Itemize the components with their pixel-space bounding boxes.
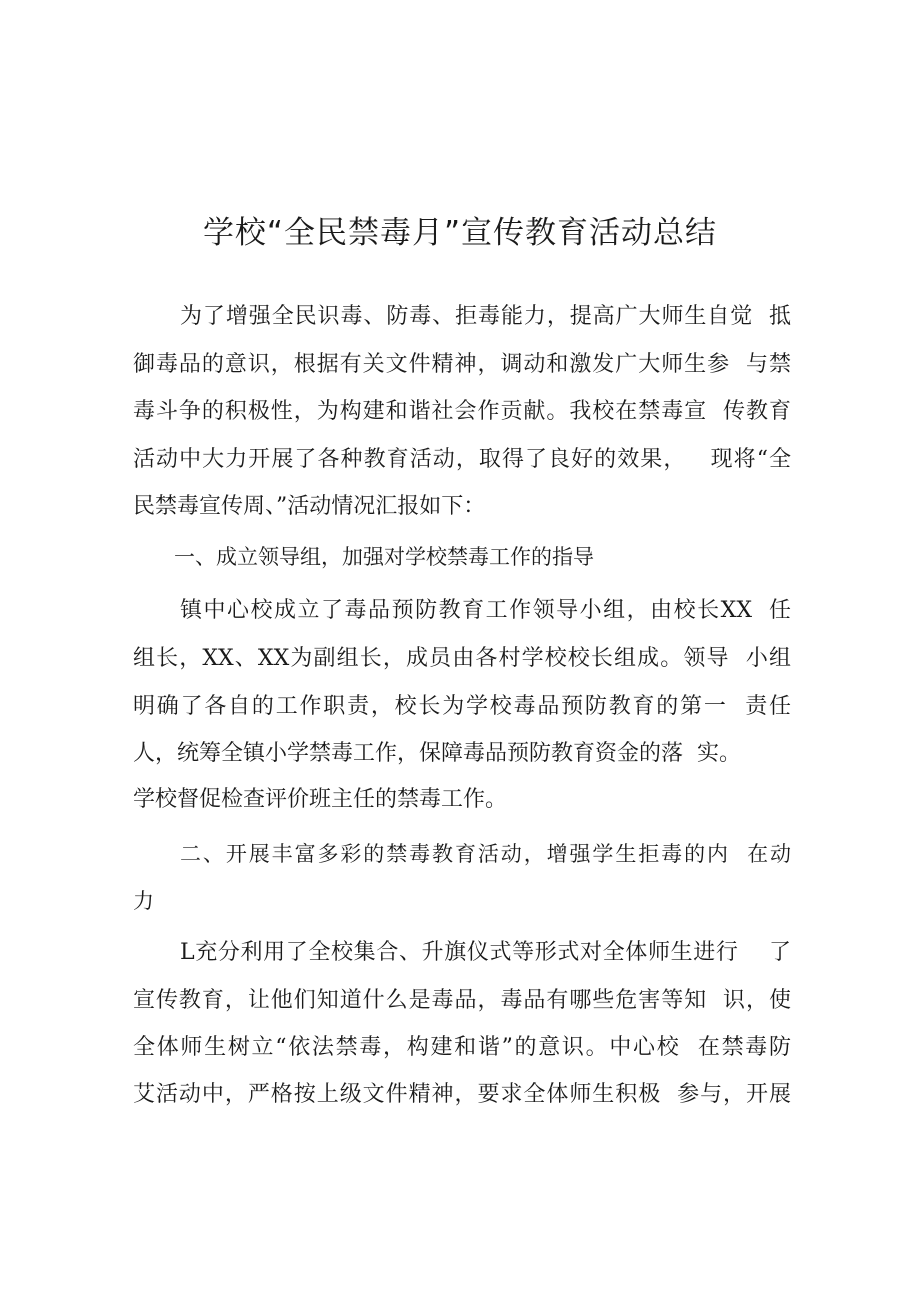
section-1-heading: 一、成立领导组，加强对学校禁毒工作的指导 <box>174 545 594 569</box>
section-1-line-5: 学校督促检查评价班主任的禁毒工作。 <box>133 787 508 812</box>
intro-line-2: 御毒品的意识，根据有关文件精神，调动和激发广大师生参 与禁 <box>133 352 791 377</box>
section-1-line-2: 组长，XX、XX为副组长，成员由各村学校校长组成。领导 小组 <box>133 646 791 671</box>
section-1-line-4: 人，统筹全镇小学禁毒工作，保障毒品预防教育资金的落 实。 <box>133 741 741 766</box>
intro-line-4: 活动中大力开展了各种教育活动，取得了良好的效果， 现将“全 <box>133 447 791 472</box>
section-1-line-3: 明确了各自的工作职责，校长为学校毒品预防教育的第一 责任 <box>133 694 791 719</box>
section-2-heading-line-2: 力 <box>133 889 154 913</box>
intro-line-1: 为了增强全民识毒、防毒、拒毒能力，提高广大师生自觉 抵 <box>180 304 791 329</box>
section-1-line-1: 镇中心校成立了毒品预防教育工作领导小组，由校长XX 任 <box>180 598 791 623</box>
section-2-heading-line-1: 二、开展丰富多彩的禁毒教育活动，增强学生拒毒的内 在动 <box>180 842 791 866</box>
section-2-line-3: 全体师生树立“依法禁毒，构建和谐”的意识。中心校 在禁毒防 <box>133 1035 791 1060</box>
intro-line-5: 民禁毒宣传周、”活动情况汇报如下： <box>133 494 486 519</box>
section-2-line-1: L充分利用了全校集合、升旗仪式等形式对全体师生进行 了 <box>180 940 791 965</box>
section-2-line-2: 宣传教育，让他们知道什么是毒品，毒品有哪些危害等知 识，使 <box>133 988 791 1013</box>
intro-line-3: 毒斗争的积极性，为构建和谐社会作贡献。我校在禁毒宣 传教育 <box>133 399 791 424</box>
document-title: 学校“全民禁毒月”宣传教育活动总结 <box>202 215 718 251</box>
section-2-line-4: 艾活动中，严格按上级文件精神，要求全体师生积极 参与，开展 <box>133 1082 791 1107</box>
